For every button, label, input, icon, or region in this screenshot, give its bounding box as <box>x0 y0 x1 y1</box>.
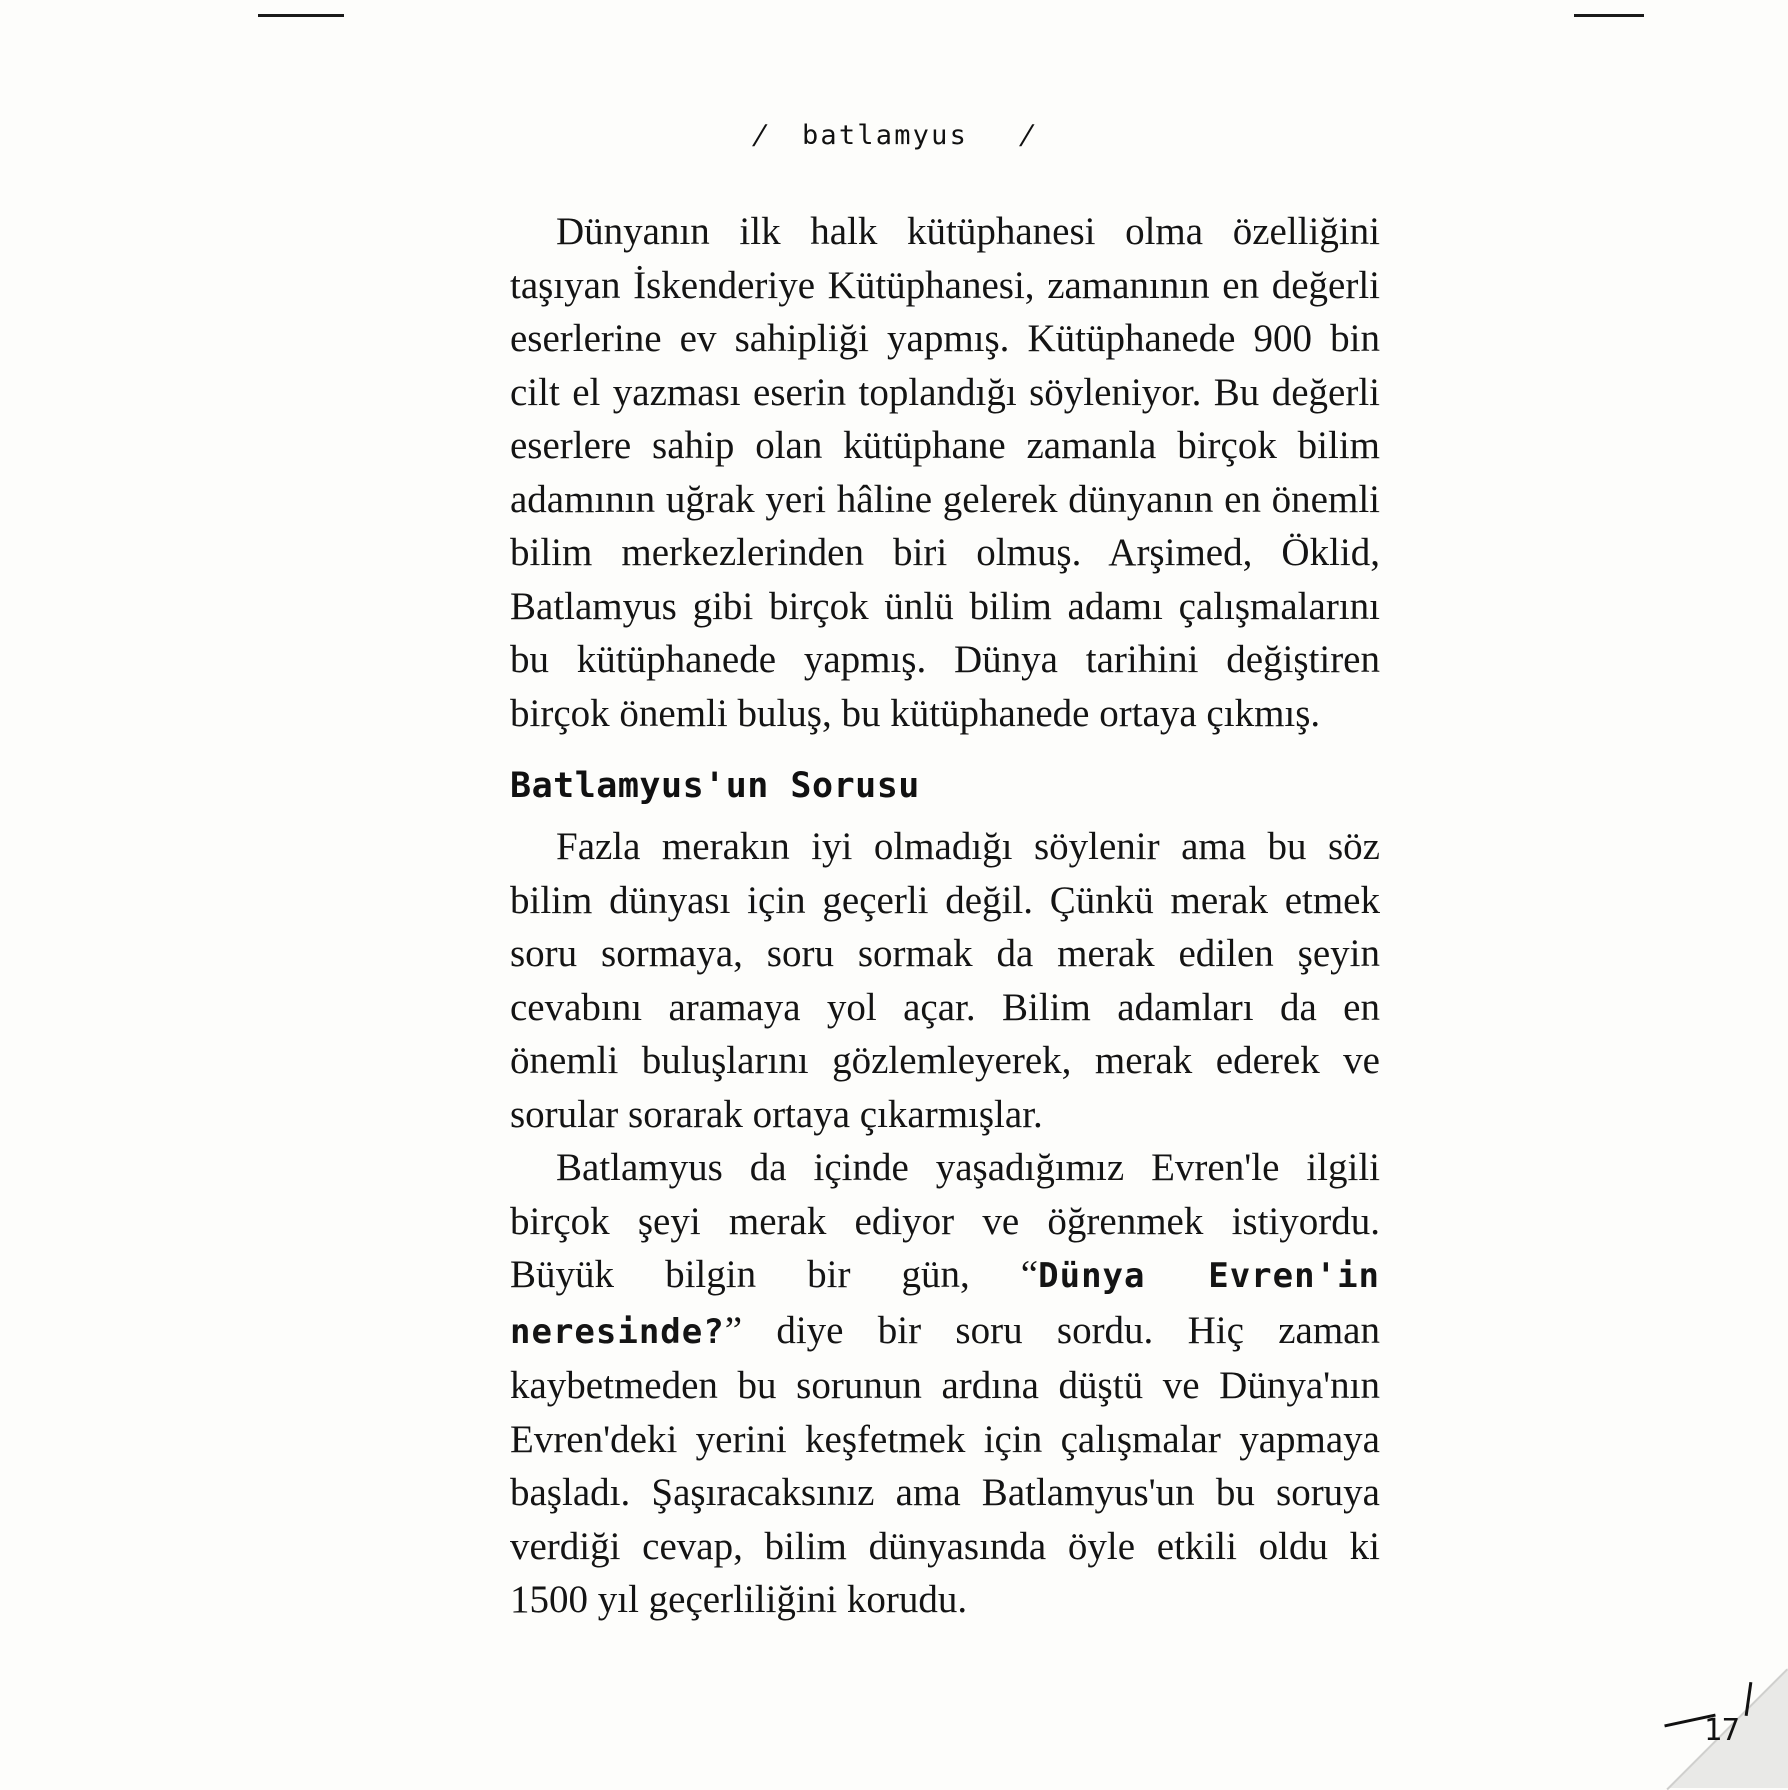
paragraph-question-part1: Batlamyus da içinde yaşadığımız Evren'le ilgili birçok şeyi merak ediyor ve öğrenmek istiyordu. Büyük bilgin bir gün, “ <box>510 1146 1380 1296</box>
running-head-title: batlamyus <box>801 120 969 151</box>
page-number: 17 <box>1703 1713 1740 1748</box>
section-heading: Batlamyus'un Sorusu <box>510 766 920 806</box>
running-head <box>0 118 1788 152</box>
paragraph-question-part2: ” diye bir soru sordu. Hiç zaman kaybetmeden bu sorunun ardına düştü ve Dünya'nın Evren'deki yerini keşfetmek için çalışmalar yapmaya başladı. Şaşıracaksınız ama Batlamyus'un bu soruya verdiği cevap, bilim dünyasında öyle etkili oldu ki 1500 yıl geçerliliğini korudu. <box>510 1308 1380 1621</box>
handwritten-quote: Dünya Evren'in neresinde? <box>510 1256 1381 1352</box>
paragraph-intro: Dünyanın ilk halk kütüphanesi olma özelliğini taşıyan İskenderiye Kütüphanesi, zamanının en değerli eserlerine ev sahipliği yapmış. Kütüphanede 900 bin cilt el yazması eserin toplandığı söyleniyor. Bu değerli eserlere sahip olan kütüphane zamanla birçok bilim adamının uğrak yeri hâline gelerek dünyanın en önemli bilim merkezlerinden biri olmuş. Arşimed, Öklid, Batlamyus gibi birçok ünlü bilim adamı çalışmalarını bu kütüphanede yapmış. Dünya tarihini değiştiren birçok önemli buluş, bu kütüphanede ortaya çıkmış. <box>510 210 1380 735</box>
paragraph-curiosity: Fazla merakın iyi olmadığı söylenir ama bu söz bilim dünyası için geçerli değil. Çünkü merak etmek soru sormaya, soru sormak da merak edilen şeyin cevabını aramaya yol açar. Bilim adamları da en önemli buluşlarını gözlemleyerek, merak ederek ve sorular sorarak ortaya çıkarmışlar. <box>510 825 1380 1136</box>
page-folio <box>1558 1598 1788 1788</box>
running-head-slash-left: / <box>750 120 772 153</box>
paragraph-question <box>510 1141 1380 1627</box>
running-head-slash-right: / <box>1016 120 1039 153</box>
text-column <box>510 205 1380 1627</box>
